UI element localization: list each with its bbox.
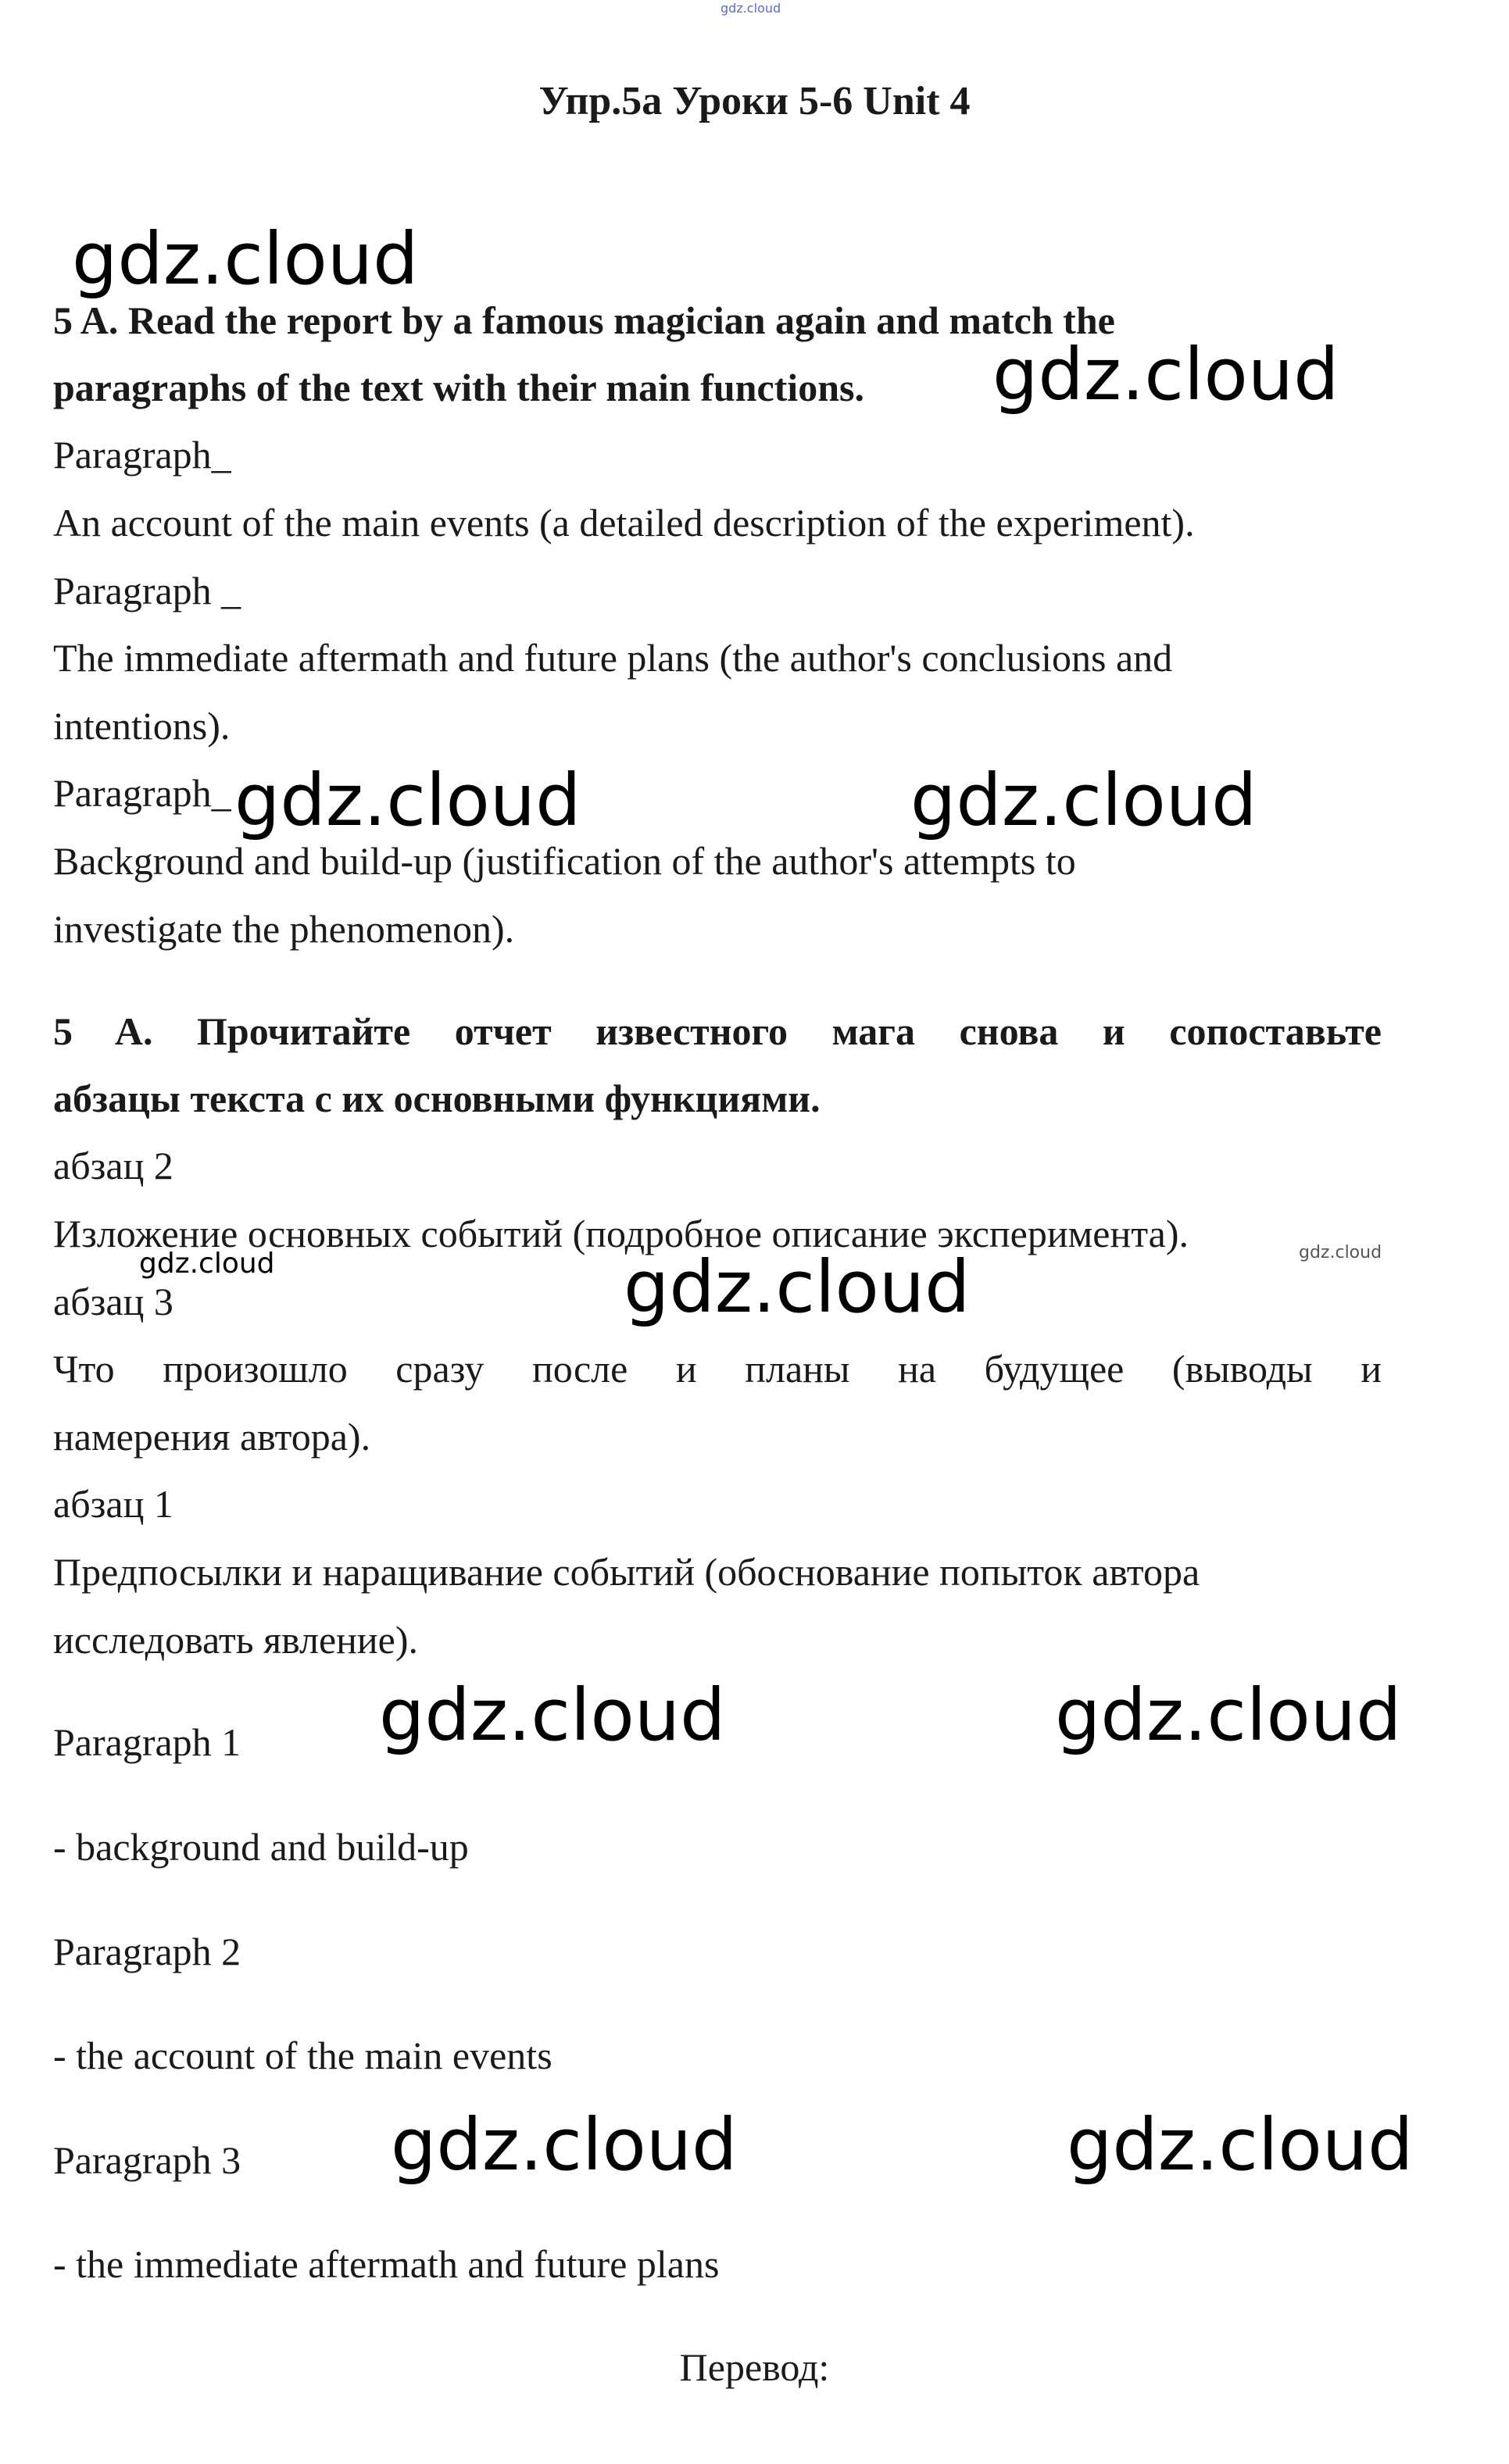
answer-function-1: - background and build-up bbox=[53, 1825, 469, 1869]
russian-paragraph-label-2: абзац 2 bbox=[53, 1144, 173, 1187]
watermark: gdz.cloud bbox=[1067, 2103, 1414, 2187]
english-task-line-1: 5 A. Read the report by a famous magician again and match the bbox=[53, 298, 1115, 342]
answer-label-2: Paragraph 2 bbox=[53, 1930, 241, 1973]
translation-label: Перевод: bbox=[679, 2345, 830, 2389]
english-paragraph-text-3a: Background and build-up (justification of the author's attempts to bbox=[53, 839, 1076, 883]
russian-paragraph-label-3: абзац 3 bbox=[53, 1280, 173, 1323]
russian-paragraph-text-3a: Что произошло сразу после и планы на будущее (выводы и bbox=[53, 1347, 1382, 1391]
russian-paragraph-text-3b: намерения автора). bbox=[53, 1415, 371, 1459]
answer-function-3: - the immediate aftermath and future plans bbox=[53, 2242, 720, 2286]
english-paragraph-label-1: Paragraph_ bbox=[53, 433, 231, 477]
english-paragraph-text-2a: The immediate aftermath and future plans (the author's conclusions and bbox=[53, 636, 1173, 680]
watermark: gdz.cloud bbox=[72, 217, 419, 301]
watermark: gdz.cloud bbox=[139, 1248, 275, 1280]
russian-task-line-1: 5 A. Прочитайте отчет известного мага снова и сопоставьте bbox=[53, 1009, 1382, 1053]
answer-label-3: Paragraph 3 bbox=[53, 2138, 241, 2182]
english-paragraph-text-2b: intentions). bbox=[53, 704, 231, 748]
english-paragraph-label-3: Paragraph_ bbox=[53, 771, 231, 815]
watermark: gdz.cloud bbox=[1299, 1243, 1382, 1262]
watermark: gdz.cloud bbox=[391, 2103, 738, 2187]
russian-paragraph-text-1a: Предпосылки и наращивание событий (обоснование попыток автора bbox=[53, 1550, 1200, 1594]
watermark: gdz.cloud bbox=[234, 759, 581, 842]
watermark-top: gdz.cloud bbox=[721, 1, 781, 16]
russian-paragraph-text-1b: исследовать явление). bbox=[53, 1618, 419, 1662]
english-paragraph-label-2: Paragraph _ bbox=[53, 569, 241, 612]
english-task-line-2: paragraphs of the text with their main functions. bbox=[53, 366, 864, 409]
russian-paragraph-text-2: Изложение основных событий (подробное описание эксперимента). bbox=[53, 1212, 1189, 1255]
english-paragraph-text-1: An account of the main events (a detailed description of the experiment). bbox=[53, 501, 1195, 545]
watermark: gdz.cloud bbox=[992, 333, 1339, 416]
watermark: gdz.cloud bbox=[1055, 1673, 1402, 1757]
watermark: gdz.cloud bbox=[624, 1245, 971, 1329]
watermark: gdz.cloud bbox=[910, 759, 1257, 842]
page-title: Упр.5a Уроки 5-6 Unit 4 bbox=[538, 79, 971, 123]
answer-function-2: - the account of the main events bbox=[53, 2034, 552, 2077]
answer-label-1: Paragraph 1 bbox=[53, 1720, 241, 1764]
english-paragraph-text-3b: investigate the phenomenon). bbox=[53, 907, 515, 951]
russian-task-line-2: абзацы текста с их основными функциями. bbox=[53, 1077, 821, 1120]
watermark: gdz.cloud bbox=[379, 1673, 726, 1757]
russian-paragraph-label-1: абзац 1 bbox=[53, 1482, 173, 1526]
